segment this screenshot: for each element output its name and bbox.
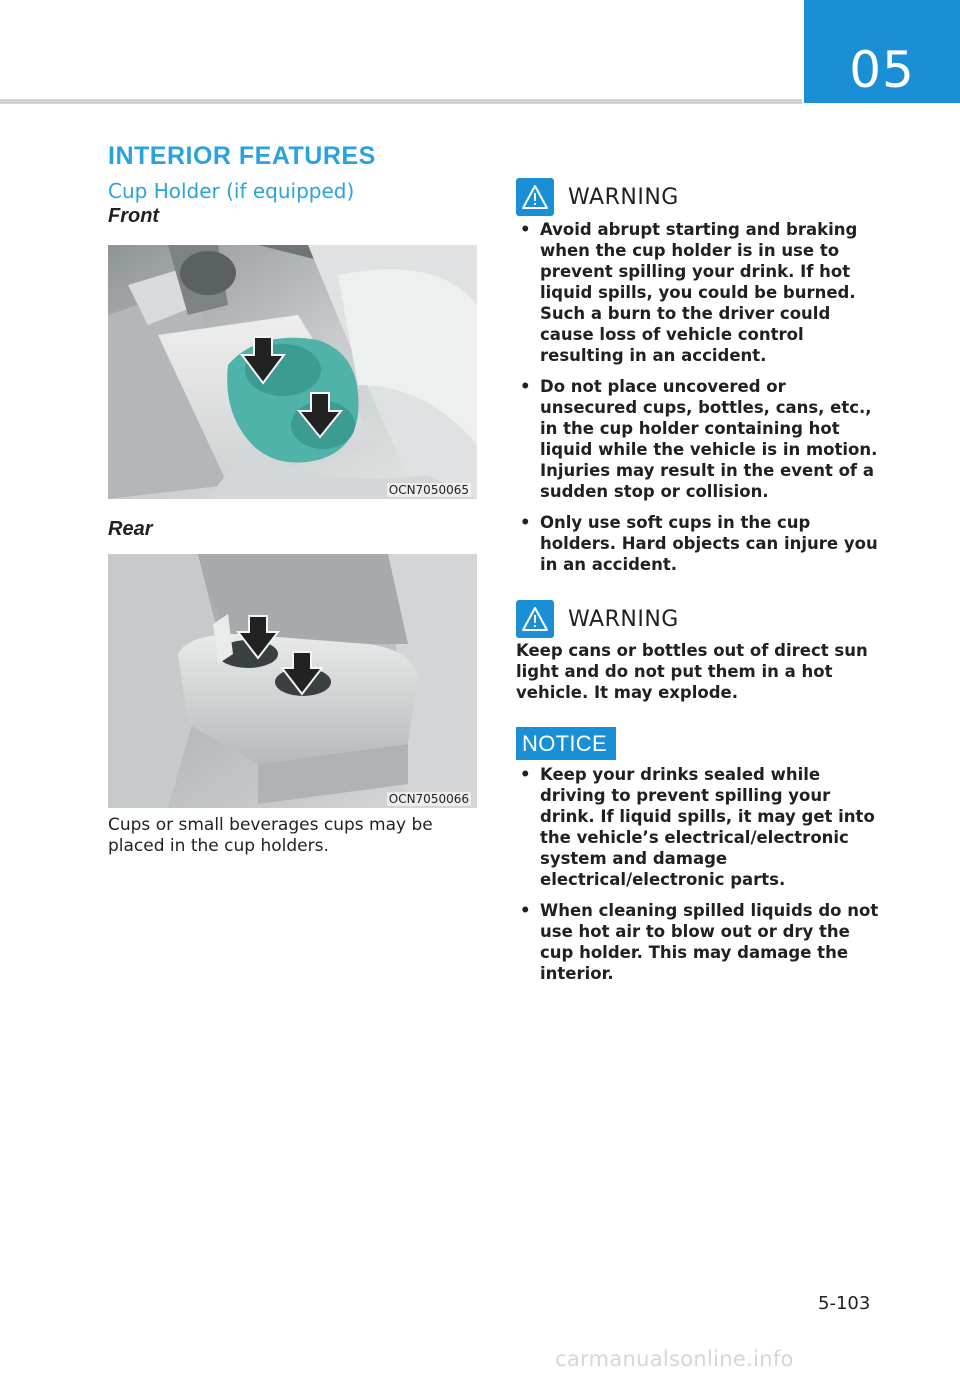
warning-triangle-icon [516,178,554,216]
list-item: • When cleaning spilled liquids do not use hot air to blow out or dry the cup holder. This may damage the interior. [516,900,888,984]
subsection-title: Cup Holder (if equipped) [108,179,355,203]
page-number: 5-103 [818,1293,871,1314]
notice-list [516,764,888,994]
rear-label: Rear [108,518,153,540]
warning-title: WARNING [568,184,679,210]
list-item: • Keep your drinks sealed while driving to prevent spilling your drink. If liquid spills, it may get into the vehicle’s electrical/electronic system and damage electrical/electronic parts. [516,764,888,890]
section-title: INTERIOR FEATURES [108,142,376,170]
list-item: • Only use soft cups in the cup holders. Hard objects can injure you in an accident. [516,512,888,575]
list-item: • Avoid abrupt starting and braking when the cup holder is in use to prevent spilling your drink. If hot liquid spills, you could be burned. Such a burn to the driver could cause loss of vehicle control resulting in an accident. [516,219,888,366]
chapter-number: 05 [849,41,915,99]
rear-figure-code: OCN7050066 [388,792,469,806]
warning-header-1 [516,178,679,216]
front-console-illustration [108,245,477,499]
front-label: Front [108,205,160,227]
cup-holder-description: Cups or small beverages cups may be placed in the cup holders. [108,815,433,856]
warning-triangle-icon [516,600,554,638]
warning-title: WARNING [568,606,679,632]
warning-2-text: Keep cans or bottles out of direct sun light and do not put them in a hot vehicle. It may explode. [516,641,868,702]
warning-1-list [516,219,888,585]
front-cup-holder-image [108,245,477,499]
warning-header-2 [516,600,679,638]
rear-armrest-illustration [108,554,477,808]
watermark: carmanualsonline.info [555,1347,794,1371]
header-divider [0,99,802,104]
front-figure-code: OCN7050065 [388,483,469,497]
chapter-tab [804,0,960,103]
list-item: • Do not place uncovered or unsecured cups, bottles, cans, etc., in the cup holder containing hot liquid while the vehicle is in motion. Injuries may result in the event of a sudden stop or collision. [516,376,888,502]
rear-cup-holder-image [108,554,477,808]
notice-badge: NOTICE [516,727,616,760]
